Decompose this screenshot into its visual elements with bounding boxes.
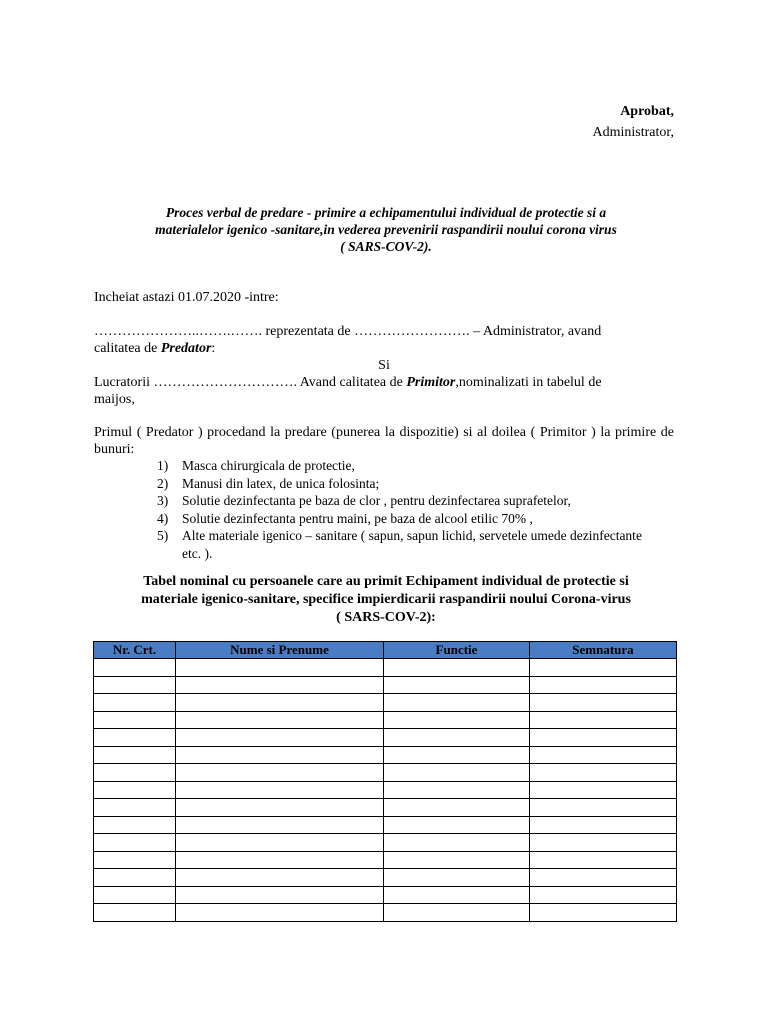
table-cell (176, 676, 384, 694)
table-body (94, 659, 677, 922)
concluded-line: Incheiat astazi 01.07.2020 -intre: (94, 290, 279, 305)
item-text: Alte materiale igenico – sanitare ( sapun, sapun lichid, servetele umede dezinfectante etc. ). (182, 528, 642, 561)
table-cell (530, 869, 677, 887)
workers-dots: …………………………. (153, 375, 297, 390)
party1-dots2: ……………………. (354, 324, 470, 339)
item-number: 3) (157, 493, 169, 508)
table-cell (176, 694, 384, 712)
table-cell (176, 851, 384, 869)
colon: : (211, 341, 216, 356)
table-cell (94, 676, 176, 694)
table-cell (384, 869, 530, 887)
items-list (135, 457, 655, 562)
table-cell (176, 886, 384, 904)
table-cell (530, 659, 677, 677)
table-cell (384, 799, 530, 817)
nominal-table (93, 641, 677, 922)
table-title-line-3: ( SARS-COV-2): (336, 610, 436, 625)
item-text: Solutie dezinfectanta pe baza de clor , pentru dezinfectarea suprafetelor, (182, 493, 571, 508)
list-item (135, 457, 655, 475)
table-cell (530, 746, 677, 764)
table-cell (94, 799, 176, 817)
workers-quality: Avand calitatea de (296, 375, 407, 390)
list-item (135, 475, 655, 493)
table-row (94, 781, 677, 799)
table-cell (176, 711, 384, 729)
table-cell (530, 904, 677, 922)
item-number: 1) (157, 458, 169, 473)
table-header-row (94, 642, 677, 659)
table-cell (94, 904, 176, 922)
item-number: 5) (157, 528, 169, 543)
table-cell (176, 729, 384, 747)
title-line-3: ( SARS-COV-2). (340, 239, 432, 254)
workers-prefix: Lucratorii (94, 375, 154, 390)
item-text: Manusi din latex, de unica folosinta; (182, 475, 380, 491)
table-cell (384, 746, 530, 764)
table-cell (94, 764, 176, 782)
table-cell (176, 816, 384, 834)
approval-role: Administrator, (592, 125, 674, 140)
table-row (94, 729, 677, 747)
workers-line-2: maijos, (94, 392, 135, 407)
table-row (94, 816, 677, 834)
table-cell (94, 851, 176, 869)
table-cell (530, 729, 677, 747)
table-cell (94, 834, 176, 852)
table-cell (384, 781, 530, 799)
table-row (94, 834, 677, 852)
table-cell (384, 886, 530, 904)
party1-quality: calitatea de (94, 341, 161, 356)
header-signature: Semnatura (530, 642, 677, 659)
table-row (94, 764, 677, 782)
table-cell (530, 781, 677, 799)
table-cell (94, 746, 176, 764)
table-cell (176, 659, 384, 677)
table-cell (384, 676, 530, 694)
header-function: Functie (384, 642, 530, 659)
table-cell (176, 799, 384, 817)
document-title (96, 204, 676, 255)
table-cell (530, 676, 677, 694)
approval-block (593, 101, 674, 143)
approval-label: Aprobat, (620, 104, 674, 119)
table-cell (176, 834, 384, 852)
party1-block (94, 323, 674, 408)
party1-dots: …………………..…….……. (94, 324, 262, 339)
item-text: Solutie dezinfectanta pentru maini, pe baza de alcool etilic 70% , (182, 510, 533, 526)
table-cell (384, 694, 530, 712)
table-cell (530, 886, 677, 904)
title-line-1: Proces verbal de predare - primire a echipamentului individual de protectie si a (165, 205, 607, 220)
transfer-paragraph: Primul ( Predator ) procedand la predare (punerea la dispozitie) si al doilea ( Primitor ) la primire de bunuri: (94, 425, 674, 457)
table-cell (94, 869, 176, 887)
table-row (94, 869, 677, 887)
table-row (94, 694, 677, 712)
table-row (94, 676, 677, 694)
table-cell (530, 694, 677, 712)
party1-quality-line (94, 340, 674, 357)
table-cell (94, 659, 176, 677)
party1-repr: reprezentata de (262, 324, 355, 339)
table-cell (176, 764, 384, 782)
table-cell (176, 904, 384, 922)
table-cell (176, 869, 384, 887)
list-item (135, 492, 655, 510)
table-row (94, 886, 677, 904)
table-cell (384, 711, 530, 729)
title-line-2: materialelor igenico -sanitare,in vederea prevenirii raspandirii noului corona virus (155, 222, 617, 237)
table-cell (94, 781, 176, 799)
table-title (96, 573, 676, 627)
table-cell (384, 834, 530, 852)
table-cell (530, 834, 677, 852)
header-nr-crt: Nr. Crt. (94, 642, 176, 659)
table-cell (384, 816, 530, 834)
table-cell (384, 904, 530, 922)
table-row (94, 746, 677, 764)
table-cell (530, 816, 677, 834)
si-line: Si (378, 358, 390, 373)
party1-line (94, 323, 674, 340)
table-row (94, 799, 677, 817)
table-row (94, 659, 677, 677)
list-item (135, 510, 655, 528)
table-row (94, 904, 677, 922)
table-cell (94, 694, 176, 712)
table-cell (530, 711, 677, 729)
table-row (94, 711, 677, 729)
table-title-line-2: materiale igenico-sanitare, specifice impierdicarii raspandirii noului Corona-virus (141, 592, 631, 607)
table-cell (384, 851, 530, 869)
table-row (94, 851, 677, 869)
table-cell (94, 729, 176, 747)
predator-label: Predator (160, 341, 212, 356)
table-cell (384, 659, 530, 677)
table-cell (176, 781, 384, 799)
table-cell (384, 764, 530, 782)
table-cell (530, 851, 677, 869)
item-text: Masca chirurgicala de protectie, (182, 458, 355, 473)
header-name: Nume si Prenume (176, 642, 384, 659)
table-cell (94, 886, 176, 904)
list-item (135, 527, 655, 562)
table-cell (530, 799, 677, 817)
table-title-line-1: Tabel nominal cu persoanele care au primit Echipament individual de protectie si (143, 574, 629, 589)
item-number: 4) (157, 510, 169, 526)
workers-suffix: ,nominalizati in tabelul de (455, 375, 602, 390)
table-cell (384, 729, 530, 747)
workers-line (94, 374, 674, 391)
item-number: 2) (157, 475, 169, 491)
table-cell (176, 746, 384, 764)
table-cell (530, 764, 677, 782)
party1-role: – Administrator, avand (469, 324, 602, 339)
table-cell (94, 816, 176, 834)
table-cell (94, 711, 176, 729)
primitor-label: Primitor (406, 375, 456, 390)
